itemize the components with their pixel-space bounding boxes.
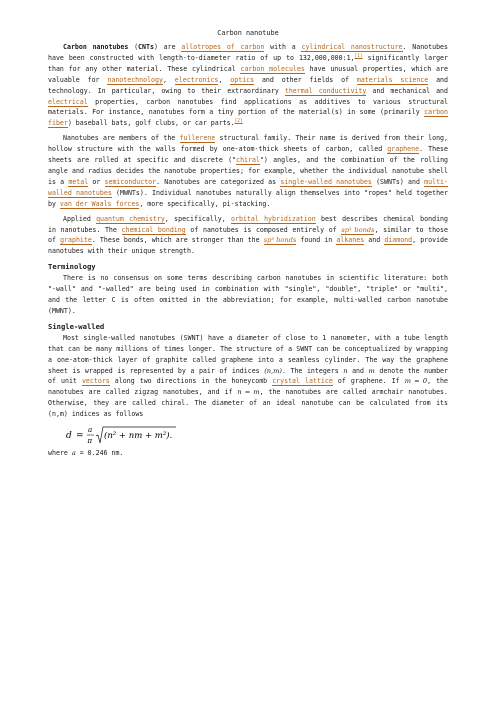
- link-diamond[interactable]: diamond: [384, 236, 413, 245]
- where-line: where a = 0.246 nm.: [48, 449, 124, 458]
- link-materials-science[interactable]: materials science: [356, 75, 429, 84]
- link-alkanes[interactable]: alkanes: [336, 236, 365, 245]
- link-fullerene[interactable]: fullerene: [179, 134, 216, 143]
- variable-n: n: [343, 366, 348, 375]
- link-chiral[interactable]: chiral: [236, 156, 260, 165]
- terminology-paragraph: There is no consensus on some terms describing carbon nanotubes in scientific literature: both "-wall" and "-walled" are being used in combination with "single", "double", "triple" or "multi", and the letter C is often omitted in the abbreviation; for example, multi-walled carbon nanotube (MWNT).: [48, 274, 448, 315]
- diameter-formula-graphic: [66, 424, 226, 446]
- link-van-der-waals-forces[interactable]: van der Waals forces: [59, 199, 140, 208]
- link-quantum-chemistry[interactable]: quantum chemistry: [96, 214, 165, 223]
- variable-a: a: [71, 449, 76, 458]
- formula-radicand: (n² + nm + m²).: [104, 431, 173, 442]
- link-single-walled-nanotubes[interactable]: single-walled nanotubes: [280, 177, 372, 186]
- structure-paragraph: Nanotubes are members of the fullerene structural family. Their name is derived from their long, hollow structure with the walls formed by one-atom-thick sheets of carbon, called graphene. These sheets are rolled at specific and discrete ("chiral") angles, and the combination of the rolling angle and radius decides the nanotube properties; for example, whether the individual nanotube shell is a metal or semiconductor. Nanotubes are categorized as single-walled nanotubes (SWNTs) and multi-walled nanotubes (MWNTs). Individual nanotubes naturally align themselves into "ropes" held together by van der Waals forces, more specifically, pi-stacking.: [48, 134, 449, 208]
- link-electronics[interactable]: electronics: [174, 75, 219, 84]
- link-sp3-bonds[interactable]: sp³ bonds: [263, 236, 297, 245]
- document-title: Carbon nanotube: [217, 29, 279, 37]
- link-cylindrical-nanostructure[interactable]: cylindrical nanostructure: [301, 43, 403, 51]
- link-carbon-molecules[interactable]: carbon molecules: [240, 64, 305, 73]
- link-multi-walled-nanotubes[interactable]: multi-walled nanotubes: [48, 177, 448, 197]
- link-semiconductor[interactable]: semiconductor: [104, 177, 157, 186]
- terminology-heading: Terminology: [48, 262, 96, 272]
- link-chemical-bonding[interactable]: chemical bonding: [121, 225, 186, 234]
- link-vectors[interactable]: vectors: [81, 377, 110, 386]
- formula-lhs: d: [66, 431, 72, 442]
- link-optics[interactable]: optics: [230, 75, 255, 84]
- link-carbon-fiber[interactable]: carbon fiber: [48, 108, 448, 128]
- reference-2-link[interactable]: [2]: [234, 119, 243, 125]
- link-graphite[interactable]: graphite: [60, 236, 92, 245]
- diameter-formula: [66, 424, 448, 444]
- bonding-paragraph: Applied quantum chemistry, specifically, orbital hybridization best describes chemical bonding in nanotubes. The chemical bonding of nanotubes is composed entirely of sp² bonds, similar to those of graphite. These bonds, which are stronger than the sp³ bonds found in alkanes and diamond, provide nanotubes with their unique strength.: [48, 214, 448, 256]
- variable-m: m: [368, 366, 375, 375]
- condition-m-zero: m = 0: [404, 377, 428, 386]
- link-electrical[interactable]: electrical: [48, 97, 88, 106]
- single-walled-paragraph: Most single-walled nanotubes (SWNT) have a diameter of close to 1 nanometer, with a tube length that can be many millions of times longer. The structure of a SWNT can be conceptualized by wrapping a one-atom-thick layer of graphite called graphene into a seamless cylinder. The way the graphene sheet is wrapped is represented by a pair of indices (n,m). The integers n and m denote the number of unit vectors along two directions in the honeycomb crystal lattice of graphene. If m = 0, the nanotubes are called zigzag nanotubes, and if n = m, the nanotubes are called armchair nanotubes. Otherwise, they are called chiral. The diameter of an ideal nanotube can be calculated from its (n,m) indices as follows: [48, 333, 449, 419]
- link-nanotechnology[interactable]: nanotechnology: [107, 75, 163, 84]
- link-graphene[interactable]: graphene: [387, 145, 420, 154]
- link-orbital-hybridization[interactable]: orbital hybridization: [231, 214, 316, 223]
- document-page: [48, 28, 448, 463]
- link-allotropes-of-carbon[interactable]: allotropes of carbon: [181, 43, 265, 51]
- link-thermal-conductivity[interactable]: thermal conductivity: [284, 86, 367, 95]
- link-sp2-bonds[interactable]: sp² bonds: [341, 225, 375, 234]
- formula-equals: =: [76, 431, 84, 442]
- bold-term: Carbon nanotubes: [63, 43, 129, 51]
- intro-paragraph: Carbon nanotubes (CNTs) are allotropes of carbon with a cylindrical nanostructure. Nanotubes have been constructed with length-to-diameter ratio of up to 132,000,000:1,[1] significantly larger than for any other material. These cylindrical carbon molecules have unusual properties, which are valuable for nanotechnology, electronics, optics and other fields of materials science and technology. In particular, owing to their extraordinary thermal conductivity and mechanical and electrical properties, carbon nanotubes find applications as additives to various structural materials. For instance, nanotubes form a tiny portion of the material(s) in some (primarily carbon fiber) baseball bats, golf clubs, or car parts.[2]: [48, 43, 448, 128]
- single-walled-heading: Single-walled: [48, 321, 105, 331]
- link-metal[interactable]: metal: [68, 177, 89, 186]
- condition-n-equals-m: n = m: [237, 388, 260, 397]
- formula-denominator: π: [87, 437, 93, 446]
- abbreviation: CNTs: [138, 43, 154, 51]
- link-crystal-lattice[interactable]: crystal lattice: [272, 377, 333, 386]
- reference-1-link[interactable]: [1]: [354, 53, 363, 59]
- nm-index-pair: (n,m): [264, 366, 282, 375]
- formula-numerator: a: [88, 426, 93, 435]
